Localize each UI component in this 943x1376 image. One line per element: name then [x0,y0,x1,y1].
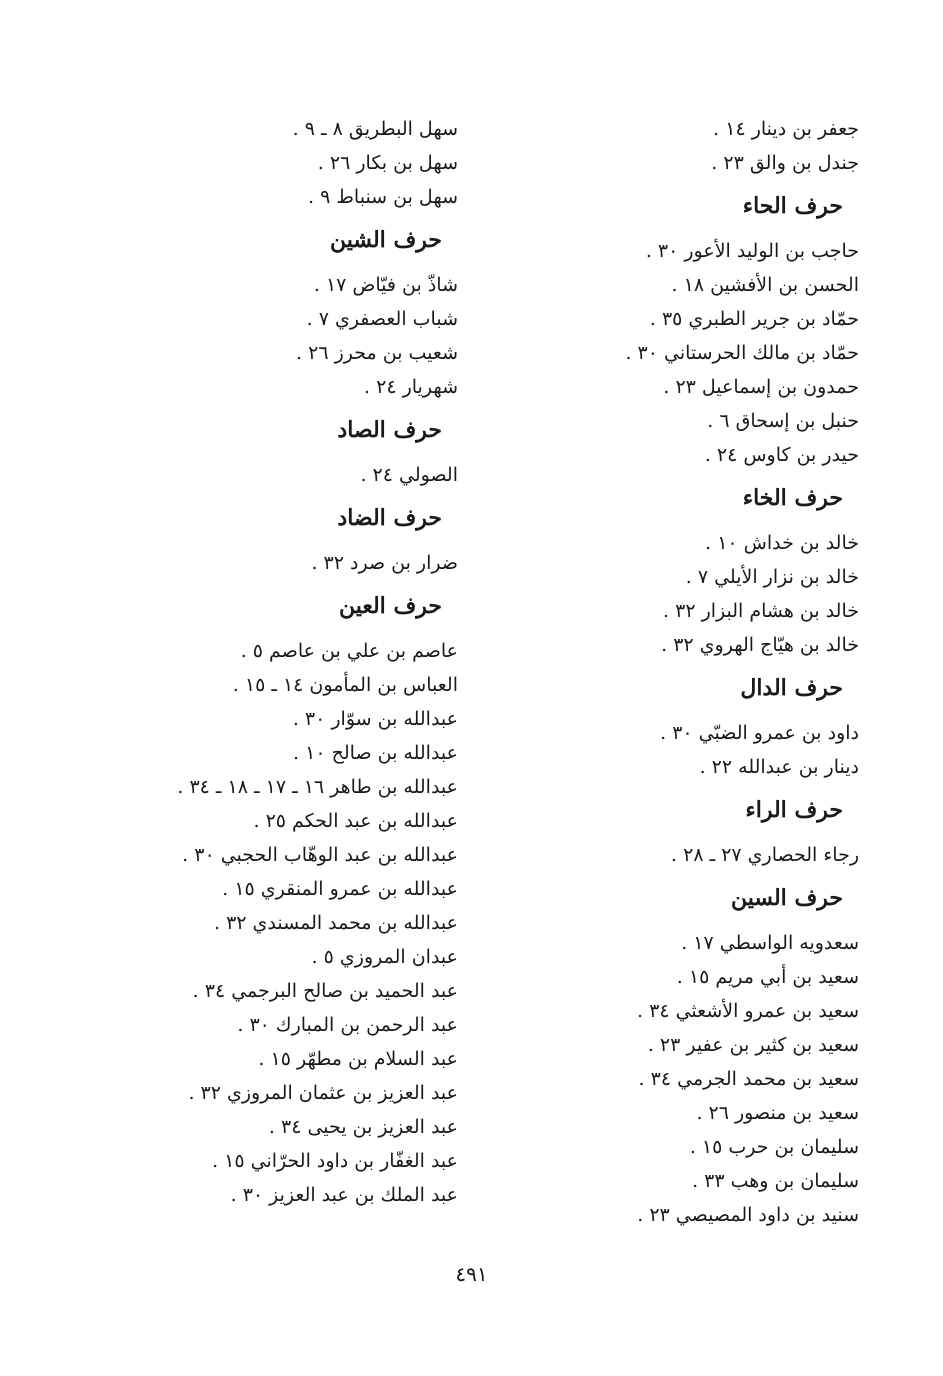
index-entry: سنيد بن داود المصيصي ٢٣ . [637,1204,859,1226]
index-entry: عاصم بن علي بن عاصم ٥ . [240,640,458,662]
index-entry: خالد بن خداش ١٠ . [705,532,859,554]
index-entry: العباس بن المأمون ١٤ ـ ١٥ . [232,674,458,696]
section-heading: حرف العين [338,593,442,619]
index-entry: جعفر بن دينار ١٤ . [713,118,859,140]
index-entry: رجاء الحصاري ٢٧ ـ ٢٨ . [671,844,859,866]
index-entry: سعدويه الواسطي ١٧ . [681,932,859,954]
index-entry: حاجب بن الوليد الأعور ٣٠ . [645,240,859,262]
index-entry: حمّاد بن مالك الحرستاني ٣٠ . [625,342,859,364]
index-entry: جندل بن والق ٢٣ . [711,152,859,174]
index-column-right [559,112,859,1232]
index-entry: دينار بن عبدالله ٢٢ . [699,756,859,778]
index-entry: سليمان بن وهب ٣٣ . [692,1170,859,1192]
index-entry: سعيد بن أبي مريم ١٥ . [676,966,859,988]
section-heading: حرف الدال [740,675,843,701]
index-entry: عبدالله بن سوّار ٣٠ . [292,708,458,730]
index-entry: سعيد بن عمرو الأشعثي ٣٤ . [637,1000,859,1022]
index-entry: خالد بن هشام البزار ٣٢ . [663,600,859,622]
index-entry: عبد الملك بن عبد العزيز ٣٠ . [230,1184,458,1206]
index-entry: عبدالله بن عبد الوهّاب الحجبي ٣٠ . [182,844,458,866]
index-entry: شاذّ بن فيّاض ١٧ . [313,274,458,296]
index-entry: عبدالله بن عبد الحكم ٢٥ . [253,810,458,832]
index-entry: عبد العزيز بن يحيى ٣٤ . [268,1116,458,1138]
index-entry: عبد الرحمن بن المبارك ٣٠ . [237,1014,458,1036]
index-entry: شعيب بن محرز ٢٦ . [296,342,458,364]
index-entry: عبدالله بن محمد المسندي ٣٢ . [214,912,458,934]
index-entry: عبدالله بن عمرو المنقري ١٥ . [222,878,458,900]
index-entry: سهل بن بكار ٢٦ . [317,152,458,174]
index-entry: الحسن بن الأفشين ١٨ . [671,274,859,296]
index-entry: سعيد بن كثير بن عفير ٢٣ . [647,1034,859,1056]
index-entry: ضرار بن صرد ٣٢ . [311,552,458,574]
index-column-left [128,112,458,1212]
section-heading: حرف الحاء [742,193,843,219]
index-entry: الصولي ٢٤ . [360,464,458,486]
index-entry: سعيد بن منصور ٢٦ . [696,1102,859,1124]
section-heading: حرف الضاد [337,505,442,531]
index-entry: حيدر بن كاوس ٢٤ . [704,444,859,466]
section-heading: حرف الخاء [742,485,843,511]
section-heading: حرف الشين [329,227,442,253]
index-entry: داود بن عمرو الضبّي ٣٠ . [660,722,859,744]
index-entry: عبدالله بن صالح ١٠ . [293,742,458,764]
index-entry: حنبل بن إسحاق ٦ . [707,410,859,432]
index-entry: عبدان المروزي ٥ . [311,946,458,968]
index-entry: سهل البطريق ٨ ـ ٩ . [292,118,458,140]
index-entry: حمدون بن إسماعيل ٢٣ . [663,376,859,398]
section-heading: حرف الراء [745,797,843,823]
section-heading: حرف السين [730,885,843,911]
index-entry: عبد العزيز بن عثمان المروزي ٣٢ . [188,1082,458,1104]
section-heading: حرف الصاد [337,417,442,443]
index-entry: عبدالله بن طاهر ١٦ ـ ١٧ ـ ١٨ ـ ٣٤ . [177,776,458,798]
index-entry: عبد الغفّار بن داود الحرّاني ١٥ . [212,1150,458,1172]
index-entry: عبد السلام بن مطهّر ١٥ . [258,1048,458,1070]
index-entry: شباب العصفري ٧ . [306,308,458,330]
index-entry: خالد بن نزار الأيلي ٧ . [685,566,859,588]
index-entry: سليمان بن حرب ١٥ . [689,1136,859,1158]
index-entry: شهريار ٢٤ . [364,376,458,398]
page-number: ٤٩١ [455,1262,488,1286]
index-entry: حمّاد بن جرير الطبري ٣٥ . [649,308,859,330]
index-entry: خالد بن هيّاج الهروي ٣٢ . [661,634,859,656]
index-entry: عبد الحميد بن صالح البرجمي ٣٤ . [192,980,458,1002]
index-entry: سعيد بن محمد الجرمي ٣٤ . [638,1068,859,1090]
index-entry: سهل بن سنباط ٩ . [308,186,458,208]
